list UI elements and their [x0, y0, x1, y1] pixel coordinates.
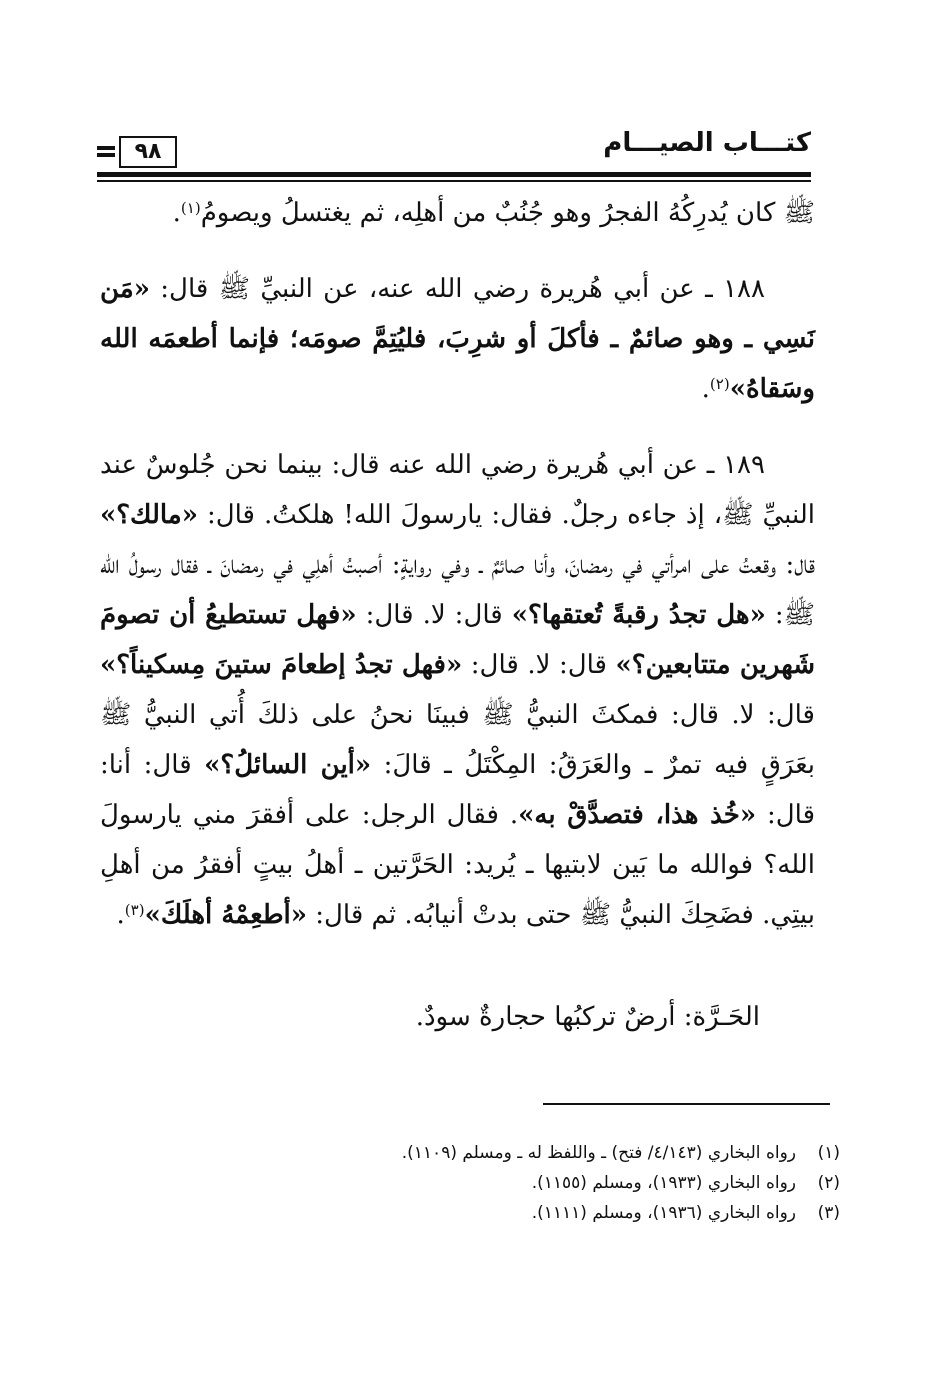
footnote-ref: (١) — [180, 199, 201, 217]
footnote — [260, 1168, 840, 1198]
hadith-quote: «أين السائلُ؟» — [204, 750, 372, 780]
hadith-text: قال: لا. قال: — [470, 650, 607, 680]
hadith-quote: «فهل تستطيعُ أن تصومَ شَهرين متتابعين؟» — [100, 600, 816, 680]
footnote — [260, 1198, 840, 1228]
hadith-text: قال: لا. قال: — [365, 600, 503, 630]
paragraph-gap — [100, 238, 815, 264]
paragraph-continuation: ﷺ كان يُدرِكُهُ الفجرُ وهو جُنُبٌ من أهلِه، ثم يغتسلُ ويصومُ$^{(١)}$. — [172, 198, 815, 228]
footnote-number: (١) — [817, 1143, 840, 1163]
hadith-quote: «فهل تجدُ إطعامَ ستينَ مِسكيناً؟» — [100, 650, 463, 680]
footnote-separator — [543, 1103, 830, 1105]
footnote-number: (٣) — [817, 1203, 840, 1223]
hadith-quote: «هل تجدُ رقبةً تُعتقها؟» — [511, 600, 766, 630]
hadith-text: ١٨٩ ـ عن أبي هُريرة رضي الله عنه قال: بينما نحن جُلوسٌ عند النبيِّ ﷺ، إذ جاءه رجلٌ. فقال: يارسولَ الله! هلكتُ. قال: — [100, 450, 815, 530]
hadith-quote: «مالك؟» — [100, 500, 198, 530]
header-ornament — [97, 153, 115, 157]
hadith-intro: ١٨٨ ـ عن أبي هُريرة رضي الله عنه، عن النبيِّ ﷺ قال: — [160, 274, 765, 304]
footnote — [260, 1138, 840, 1168]
paragraph-text: ﷺ كان يُدرِكُهُ الفجرُ وهو جُنُبٌ من أهلِه، ثم يغتسلُ ويصومُ — [200, 198, 815, 228]
hadith-text: قال: أنا: قال: — [100, 750, 816, 830]
hadith-quote: «أطعِمْهُ أهلَكَ» — [144, 900, 307, 930]
footnote-text: رواه البخاري (١٩٣٦)، ومسلم (١١١١). — [531, 1203, 796, 1223]
hadith-quote: «مَن نَسِي ـ وهو صائمٌ ـ فأكلَ أو شرِبَ، فليُتِمَّ صومَه؛ فإنما أطعمَه الله وسَقاهُ» — [100, 274, 815, 404]
footnote-text: رواه البخاري (٤/١٤٣/ فتح) ـ واللفظ له ـ ومسلم (١١٠٩). — [401, 1143, 796, 1163]
hadith-quote: «خُذ هذا، فتصدَّقْ به» — [518, 800, 757, 830]
footnote-ref: (٣) — [124, 901, 145, 919]
main-text — [100, 188, 815, 940]
header-rule-thin — [97, 180, 811, 182]
running-title: كتـــاب الصيـــام — [603, 128, 811, 158]
footnote-ref: (٢) — [709, 375, 730, 393]
header-ornament — [97, 146, 115, 150]
hadith-text: قال: لا. قال: فمكثَ النبيُّ ﷺ فبينَا نحنُ على ذلكَ أُتي النبيُّ ﷺ بعَرَقٍ فيه تمرٌ ـ والعَرَقُ: المِكْتَلُ ـ قالَ: — [100, 700, 816, 780]
header-rule-thick — [97, 172, 811, 177]
definition-line: الحَـرَّة: أرضٌ تركبُها حجارةٌ سودٌ. — [415, 1002, 760, 1032]
page-number: ٩٨ — [119, 136, 177, 168]
hadith-text: قال: وقعتُ على امرأتي في رمضانَ، وأنا صائمٌ ـ وفي روايةٍ: أصبتُ أهلِي في رمضانَ ـ فقال رسولُ الله ﷺ: — [100, 550, 816, 630]
paragraph-gap — [100, 414, 815, 440]
footnotes — [260, 1138, 840, 1228]
hadith-text: . فقال الرجل: على أفقرَ مني يارسولَ الله؟ فوالله ما بَين لابتيها ـ يُريد: الحَرَّتين ـ أهلُ بيتٍ أفقرُ من أهلِ بيتِي. فضَحِكَ النبيُّ ﷺ حتى بدتْ أنيابُه. ثم قال: — [100, 800, 815, 930]
hadith-189: ١٨٩ ـ عن أبي هُريرة رضي الله عنه قال: بينما نحن جُلوسٌ عند النبيِّ ﷺ، إذ جاءه رجلٌ. فقال: يارسولَ الله! هلكتُ. قال: «مالك؟» قال: وقعتُ على امرأتي في رمضانَ، وأنا صائمٌ ـ وفي روايةٍ: أصبتُ أهلِي في رمضانَ ـ فقال رسولُ الله ﷺ: «هل تجدُ رقبةً تُعتقها؟» قال: لا. قال: «فهل تستطيعُ أن تصومَ شَهرين متتابعين؟» قال: لا. قال: «فهل تجدُ إطعامَ ستينَ مِسكيناً؟» قال: لا. قال: فمكثَ النبيُّ ﷺ فبينَا نحنُ على ذلكَ أُتي النبيُّ ﷺ بعَرَقٍ فيه تمرٌ ـ والعَرَقُ: المِكْتَلُ ـ قالَ: «أين السائلُ؟» قال: أنا: قال: «خُذ هذا، فتصدَّقْ به». فقال الرجل: على أفقرَ مني يارسولَ الله؟ فوالله ما بَين لابتيها ـ يُريد: الحَرَّتين ـ أهلُ بيتٍ أفقرُ من أهلِ بيتِي. فضَحِكَ النبيُّ ﷺ حتى بدتْ أنيابُه. ثم قال: «أطعِمْهُ أهلَكَ»$^{(٣)}$. — [100, 450, 816, 930]
footnote-number: (٢) — [817, 1173, 840, 1193]
footnote-text: رواه البخاري (١٩٣٣)، ومسلم (١١٥٥). — [531, 1173, 796, 1193]
hadith-188: ١٨٨ ـ عن أبي هُريرة رضي الله عنه، عن النبيِّ ﷺ قال: «مَن نَسِي ـ وهو صائمٌ ـ فأكلَ أو شرِبَ، فليُتِمَّ صومَه؛ فإنما أطعمَه الله وسَقاهُ»$^{(٢)}$. — [100, 274, 815, 404]
